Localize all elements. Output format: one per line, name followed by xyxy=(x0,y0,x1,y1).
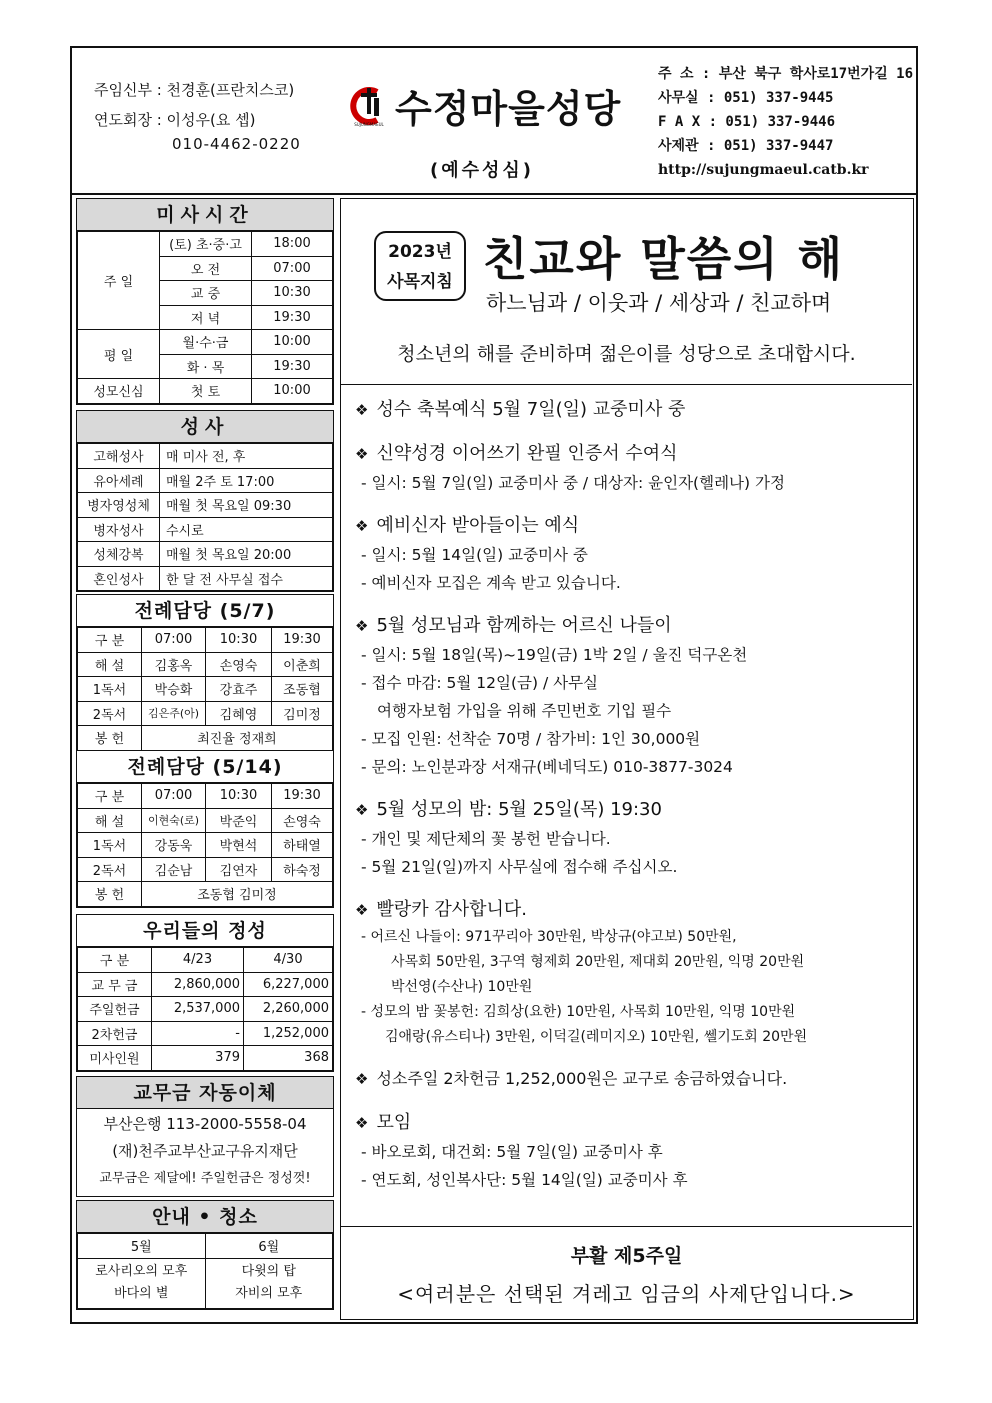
news-line: - 접수 마감: 5월 12일(금) / 사무실 xyxy=(361,674,599,692)
offerings-box xyxy=(76,914,334,1072)
liturgy-duty-box-2 xyxy=(76,750,334,908)
sunday-label: 주 일 xyxy=(78,232,160,330)
news-line: - 일시: 5월 18일(목)~19일(금) 1박 2일 / 울진 덕구온천 xyxy=(361,646,748,664)
news-line: - 문의: 노인분과장 서재규(베네딕도) 010-3877-3024 xyxy=(361,758,733,776)
mass-name: 저 녁 xyxy=(160,305,252,330)
liturgical-sunday: 부활 제5주일 xyxy=(570,1245,683,1267)
news-item xyxy=(355,895,905,1050)
bulletin-header xyxy=(72,48,916,195)
cleaning-table xyxy=(77,1233,333,1309)
month-header: 5월 xyxy=(78,1234,206,1259)
col-header: 07:00 xyxy=(142,628,206,653)
group-name: 자비의 모후 xyxy=(235,1286,303,1301)
sacrament-name: 병자성사 xyxy=(78,517,160,542)
mass-name: 월·수·금 xyxy=(160,330,252,355)
news-item xyxy=(355,511,905,597)
duty-person: 박현석 xyxy=(206,833,272,858)
sacraments-table xyxy=(77,443,333,591)
cleaning-box xyxy=(76,1200,334,1310)
duty-role: 해 설 xyxy=(78,808,142,833)
liturgy-duty-title-1: 전례담당 (5/7) xyxy=(77,595,333,627)
bullet-icon: ❖ xyxy=(355,1114,369,1132)
bullet-icon: ❖ xyxy=(355,517,369,535)
news-line: - 일시: 5월 7일(일) 교중미사 중 / 대상자: 윤인자(헬레나) 가정 xyxy=(361,474,785,492)
duty-person: 하태열 xyxy=(272,833,333,858)
news-title: 신약성경 이어쓰기 완필 인증서 수여식 xyxy=(376,443,678,464)
sacrament-schedule: 매월 첫 목요일 20:00 xyxy=(160,542,333,567)
offerings-table xyxy=(77,947,333,1071)
offering-amount: 368 xyxy=(244,1046,333,1071)
liturgy-duty-table-1 xyxy=(77,627,333,751)
news-line: 박선영(수산나) 10만원 xyxy=(391,979,533,995)
sacrament-name: 유아세례 xyxy=(78,468,160,493)
news-title: 성소주일 2차헌금 1,252,000원은 교구로 송금하였습니다. xyxy=(376,1069,788,1088)
news-line: - 개인 및 제단체의 꽃 봉헌 받습니다. xyxy=(361,830,611,848)
news-item xyxy=(355,1064,905,1094)
offering-persons: 조동협 김미정 xyxy=(142,882,333,907)
announcements-column xyxy=(340,198,914,1320)
sacrament-name: 혼인성사 xyxy=(78,566,160,591)
news-list xyxy=(355,395,905,1208)
june-groups xyxy=(205,1258,333,1308)
bulletin-page xyxy=(70,46,918,1324)
mass-time: 10:00 xyxy=(252,330,333,355)
weekday-label: 평 일 xyxy=(78,330,160,379)
news-title: 5월 성모의 밤: 5월 25일(목) 19:30 xyxy=(376,799,662,820)
news-line: - 모집 인원: 선착순 70명 / 참가비: 1인 30,000원 xyxy=(361,730,701,748)
news-title: 빨랑카 감사합니다. xyxy=(376,899,527,920)
duty-role: 2독서 xyxy=(78,857,142,882)
mass-times-table xyxy=(77,231,333,404)
offerings-title: 우리들의 정성 xyxy=(77,915,333,947)
duty-person: 김은주(아) xyxy=(142,701,206,726)
news-line: 여행자보험 가입을 위해 주민번호 기입 필수 xyxy=(377,702,672,720)
mass-time: 18:00 xyxy=(252,232,333,257)
may-groups xyxy=(78,1258,206,1308)
duty-person: 김홍옥 xyxy=(142,652,206,677)
bullet-icon: ❖ xyxy=(355,1070,369,1088)
month-header: 6월 xyxy=(205,1234,333,1259)
duty-role: 1독서 xyxy=(78,677,142,702)
logo-caption: SUJUNGMAEUL xyxy=(354,122,384,127)
duty-person: 김혜영 xyxy=(206,701,272,726)
news-title: 예비신자 받아들이는 예식 xyxy=(376,515,580,536)
badge-year: 2023년 xyxy=(388,242,452,262)
clergy-info xyxy=(94,78,301,156)
mass-time: 07:00 xyxy=(252,256,333,281)
sunday-phrase: <여러분은 선택된 겨레고 임금의 사제단입니다.> xyxy=(397,1282,856,1306)
duty-role: 봉 헌 xyxy=(78,726,142,751)
rectory-phone: 사제관 : 051) 337-9447 xyxy=(658,138,834,154)
offering-amount: 2,537,000 xyxy=(152,997,244,1022)
theme-subtitle: 하느님과 / 이웃과 / 세상과 / 친교하며 xyxy=(486,291,832,315)
duty-person: 김순남 xyxy=(142,857,206,882)
church-logo-icon xyxy=(347,82,393,128)
pastor-name: 주임신부 : 천경훈(프란치스코) xyxy=(94,81,295,99)
news-title: 5월 성모님과 함께하는 어르신 나들이 xyxy=(376,615,672,636)
sacrament-name: 병자영성체 xyxy=(78,493,160,518)
offering-type: 2차헌금 xyxy=(78,1021,152,1046)
col-header: 07:00 xyxy=(142,784,206,809)
col-header: 10:30 xyxy=(206,784,272,809)
duty-person: 박준익 xyxy=(206,808,272,833)
offering-amount: - xyxy=(152,1021,244,1046)
mass-times-box xyxy=(76,198,334,405)
duty-person: 강동욱 xyxy=(142,833,206,858)
church-name: 수정마을성당 xyxy=(395,87,622,131)
sacraments-box xyxy=(76,410,334,592)
sacrament-schedule: 매 미사 전, 후 xyxy=(160,444,333,469)
offering-type: 교 무 금 xyxy=(78,972,152,997)
duty-person: 김미정 xyxy=(272,701,333,726)
duty-person: 강효주 xyxy=(206,677,272,702)
news-item xyxy=(355,439,905,497)
news-line: 사목회 50만원, 3구역 형제회 20만원, 제대회 20만원, 익명 20만원 xyxy=(391,954,805,970)
news-item xyxy=(355,795,905,881)
mass-name: 화 · 목 xyxy=(160,354,252,379)
sunday-footer xyxy=(341,1226,912,1318)
church-logo xyxy=(347,76,647,136)
council-head: 연도회장 : 이성우(요 셉) xyxy=(94,111,256,129)
autopay-box xyxy=(76,1076,334,1197)
duty-person: 이현숙(로) xyxy=(142,808,206,833)
website-link[interactable]: http://sujungmaeul.catb.kr xyxy=(658,162,869,178)
bullet-icon: ❖ xyxy=(355,401,369,419)
contact-info xyxy=(658,62,913,182)
mass-time: 19:30 xyxy=(252,305,333,330)
liturgy-duty-title-2: 전례담당 (5/14) xyxy=(77,751,333,783)
duty-role: 2독서 xyxy=(78,701,142,726)
offering-type: 주일헌금 xyxy=(78,997,152,1022)
sacrament-name: 성체강복 xyxy=(78,542,160,567)
offering-amount: 2,260,000 xyxy=(244,997,333,1022)
news-line: - 일시: 5월 14일(일) 교중미사 중 xyxy=(361,546,588,564)
mary-devotion-label: 성모신심 xyxy=(78,379,160,404)
mass-name: 첫 토 xyxy=(160,379,252,404)
duty-person: 박승화 xyxy=(142,677,206,702)
offering-type: 미사인원 xyxy=(78,1046,152,1071)
duty-person: 조동협 xyxy=(272,677,333,702)
col-header: 구 분 xyxy=(78,784,142,809)
church-patron: (예수성심) xyxy=(430,160,535,181)
bullet-icon: ❖ xyxy=(355,801,369,819)
account-holder: (재)천주교부산교구유지재단 xyxy=(112,1142,298,1160)
duty-role: 봉 헌 xyxy=(78,882,142,907)
theme-slogan: 청소년의 해를 준비하며 젊은이를 성당으로 초대합시다. xyxy=(397,343,856,365)
mass-name: 교 중 xyxy=(160,281,252,306)
mass-name: (토) 초·중·고 xyxy=(160,232,252,257)
offering-amount: 1,252,000 xyxy=(244,1021,333,1046)
news-title: 모임 xyxy=(376,1112,412,1133)
col-header: 19:30 xyxy=(272,784,333,809)
news-line: 김애랑(유스티나) 3만원, 이덕길(레미지오) 10만원, 쎌기도회 20만원 xyxy=(385,1029,808,1045)
col-header: 19:30 xyxy=(272,628,333,653)
sacrament-schedule: 매월 2주 토 17:00 xyxy=(160,468,333,493)
duty-person: 김연자 xyxy=(206,857,272,882)
bullet-icon: ❖ xyxy=(355,901,369,919)
liturgy-duty-box-1 xyxy=(76,594,334,752)
col-header: 4/30 xyxy=(244,948,333,973)
news-line: - 5월 21일(일)까지 사무실에 접수해 주십시오. xyxy=(361,858,678,876)
mass-times-title: 미사시간 xyxy=(77,199,333,231)
col-header: 10:30 xyxy=(206,628,272,653)
offering-amount: 2,860,000 xyxy=(152,972,244,997)
bullet-icon: ❖ xyxy=(355,617,369,635)
news-item xyxy=(355,395,905,425)
autopay-details xyxy=(77,1109,333,1196)
news-line: - 성모의 밤 꽃봉헌: 김희상(요한) 10만원, 사목회 10만원, 익명 10만원 xyxy=(361,1004,796,1020)
offering-amount: 6,227,000 xyxy=(244,972,333,997)
sacrament-name: 고해성사 xyxy=(78,444,160,469)
autopay-note: 교무금은 제달에! 주일헌금은 정성껏! xyxy=(99,1171,311,1186)
mass-time: 10:00 xyxy=(252,379,333,404)
pastoral-badge xyxy=(374,231,466,301)
bank-account: 부산은행 113-2000-5558-04 xyxy=(103,1115,307,1133)
theme-title: 친교와 말씀의 해 xyxy=(483,232,845,286)
col-header: 구 분 xyxy=(78,948,152,973)
sacraments-title: 성사 xyxy=(77,411,333,443)
mass-time: 19:30 xyxy=(252,354,333,379)
col-header: 구 분 xyxy=(78,628,142,653)
council-phone: 010-4462-0220 xyxy=(172,135,301,153)
news-line: - 바오로회, 대건회: 5월 7일(일) 교중미사 후 xyxy=(361,1143,663,1161)
news-line: - 연도회, 성인복사단: 5월 14일(일) 교중미사 후 xyxy=(361,1171,688,1189)
duty-person: 손영숙 xyxy=(272,808,333,833)
news-title: 성수 축복예식 5월 7일(일) 교중미사 중 xyxy=(376,399,686,420)
duty-person: 이춘희 xyxy=(272,652,333,677)
sacrament-schedule: 매월 첫 목요일 09:30 xyxy=(160,493,333,518)
office-phone: 사무실 : 051) 337-9445 xyxy=(658,90,834,106)
address: 주 소 : 부산 북구 학사로17번가길 16 xyxy=(658,66,914,82)
mass-time: 10:30 xyxy=(252,281,333,306)
autopay-title: 교무금 자동이체 xyxy=(77,1077,333,1109)
duty-person: 손영숙 xyxy=(206,652,272,677)
offering-persons: 최진율 정재희 xyxy=(142,726,333,751)
news-item xyxy=(355,1108,905,1194)
col-header: 4/23 xyxy=(152,948,244,973)
badge-label: 사목지침 xyxy=(387,272,453,292)
duty-person: 하숙정 xyxy=(272,857,333,882)
news-line: - 예비신자 모집은 계속 받고 있습니다. xyxy=(361,574,621,592)
duty-role: 1독서 xyxy=(78,833,142,858)
group-name: 로사리오의 모후 xyxy=(95,1264,188,1279)
cleaning-title: 안내 • 청소 xyxy=(77,1201,333,1233)
bullet-icon: ❖ xyxy=(355,445,369,463)
group-name: 바다의 별 xyxy=(114,1286,169,1301)
liturgy-duty-table-2 xyxy=(77,783,333,907)
duty-role: 해 설 xyxy=(78,652,142,677)
sacrament-schedule: 수시로 xyxy=(160,517,333,542)
sacrament-schedule: 한 달 전 사무실 접수 xyxy=(160,566,333,591)
pastoral-theme xyxy=(341,199,912,385)
news-line: - 어르신 나들이: 971꾸리아 30만원, 박상규(야고보) 50만원, xyxy=(361,929,737,945)
offering-amount: 379 xyxy=(152,1046,244,1071)
mass-name: 오 전 xyxy=(160,256,252,281)
fax-number: F A X : 051) 337-9446 xyxy=(658,114,836,130)
group-name: 다윗의 탑 xyxy=(241,1264,296,1279)
news-item xyxy=(355,611,905,781)
